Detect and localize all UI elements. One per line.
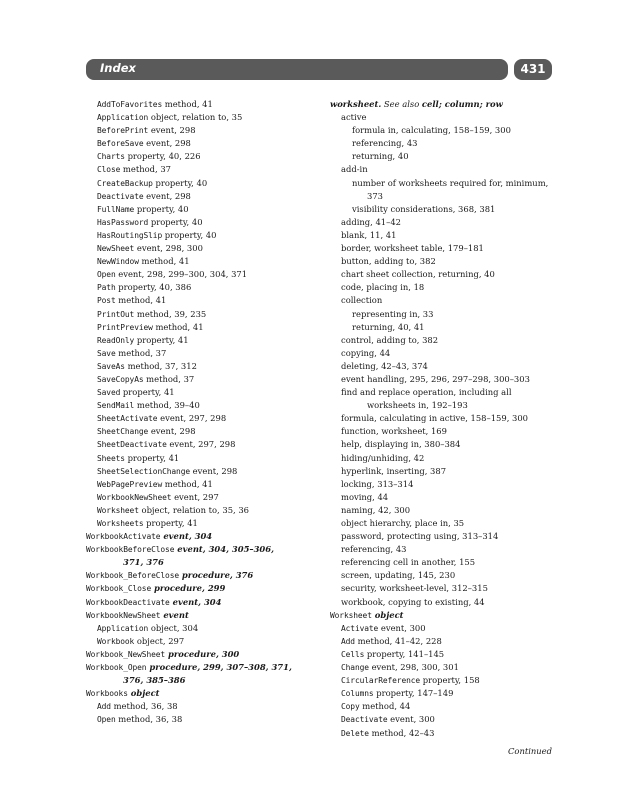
index-entry xyxy=(86,321,316,334)
index-entry xyxy=(86,452,316,465)
index-entry xyxy=(86,163,316,176)
index-entry xyxy=(86,674,316,687)
index-entry-text: property, 40 xyxy=(148,216,203,227)
index-entry xyxy=(86,347,316,360)
index-entry-code: HasPassword xyxy=(97,217,149,227)
index-entry xyxy=(330,137,555,150)
index-entry-code: Workbook_NewSheet xyxy=(86,649,166,659)
index-entry xyxy=(330,308,555,321)
index-entry-text: event, 298, 299–300, 304, 371 xyxy=(115,269,248,280)
index-entry-code: HasRoutingSlip xyxy=(97,230,163,240)
index-entry-text: function, worksheet, 169 xyxy=(341,426,447,437)
index-entry-text: naming, 42, 300 xyxy=(341,504,411,515)
index-entry-text: moving, 44 xyxy=(341,491,389,502)
index-entry xyxy=(86,596,316,609)
index-entry xyxy=(330,203,555,216)
index-entry-code: Sheets xyxy=(97,453,125,463)
index-entry-text: method, 39–40 xyxy=(134,400,200,411)
index-entry-code: Application xyxy=(97,113,149,123)
index-entry xyxy=(330,281,555,294)
index-entry-text: border, worksheet table, 179–181 xyxy=(341,243,484,254)
index-entry-code: Add xyxy=(97,702,111,712)
index-entry-text: object xyxy=(127,688,160,699)
index-entry-text: chart sheet collection, returning, 40 xyxy=(341,269,495,280)
index-entry xyxy=(86,229,316,242)
index-entry-text: method, 41–42, 228 xyxy=(354,635,442,646)
index-entry-text: collection xyxy=(341,295,383,306)
index-entry-text: 376, 385–386 xyxy=(123,675,186,686)
index-entry xyxy=(330,229,555,242)
index-entry xyxy=(86,478,316,491)
index-entry-code: Workbook_BeforeClose xyxy=(86,571,180,581)
index-entry xyxy=(330,596,555,609)
index-entry xyxy=(86,491,316,504)
index-entry-text: hiding/unhiding, 42 xyxy=(341,452,425,463)
index-entry xyxy=(86,98,316,111)
index-entry-text: screen, updating, 145, 230 xyxy=(341,570,456,581)
index-entry-code: Cells xyxy=(341,649,365,659)
index-entry xyxy=(86,438,316,451)
index-entry-text: method, 44 xyxy=(359,701,411,712)
index-entry-text: method, 36, 38 xyxy=(115,714,183,725)
index-see-also: See also xyxy=(381,99,422,109)
index-entry-text: object, relation to, 35, 36 xyxy=(138,504,250,515)
index-entry xyxy=(86,412,316,425)
index-entry-code: Path xyxy=(97,283,116,293)
index-entry-text: event, 298 xyxy=(143,190,191,201)
index-entry-code: WorkbookActivate xyxy=(86,532,161,542)
index-entry xyxy=(86,465,316,478)
index-entry-text: password, protecting using, 313–314 xyxy=(341,531,499,542)
index-entry-text: workbook, copying to existing, 44 xyxy=(341,596,485,607)
index-entry xyxy=(86,543,316,556)
index-entry xyxy=(86,216,316,229)
index-entry-code: Copy xyxy=(341,702,360,712)
index-entry-text: property, 147–149 xyxy=(373,688,454,699)
index-entry xyxy=(330,268,555,281)
index-entry xyxy=(330,373,555,386)
index-entry-text: method, 37 xyxy=(120,164,171,175)
index-entry-code: WorkbookBeforeClose xyxy=(86,545,175,555)
index-entry-text: event handling, 295, 296, 297–298, 300–303 xyxy=(341,373,530,384)
index-entry xyxy=(86,190,316,203)
index-entry xyxy=(330,713,555,726)
index-entry xyxy=(86,648,316,661)
index-entry-code: Deactivate xyxy=(97,191,144,201)
index-entry xyxy=(330,465,555,478)
index-entry xyxy=(330,569,555,582)
index-entry-text: property, 40 xyxy=(162,229,217,240)
index-entry xyxy=(330,124,555,137)
index-entry xyxy=(86,150,316,163)
index-entry-text: referencing, 43 xyxy=(341,544,407,555)
index-entry xyxy=(330,334,555,347)
index-entry xyxy=(86,609,316,622)
index-entry xyxy=(86,687,316,700)
index-entry-code: WorkbookNewSheet xyxy=(97,492,172,502)
index-entry-code: NewSheet xyxy=(97,244,135,254)
index-entry-text: method, 41 xyxy=(115,295,167,306)
index-entry-code: SaveAs xyxy=(97,361,125,371)
index-entry-text: procedure, 300 xyxy=(165,648,240,659)
index-entry xyxy=(86,700,316,713)
index-entry-code: NewWindow xyxy=(97,257,139,267)
index-entry xyxy=(86,635,316,648)
index-entry xyxy=(330,582,555,595)
index-entry-text: property, 41 xyxy=(134,334,189,345)
index-entry-code: Post xyxy=(97,296,116,306)
index-see-also-targets: cell; column; row xyxy=(421,99,503,109)
index-entry xyxy=(86,268,316,281)
index-entry-text: event, 298 xyxy=(148,125,196,136)
index-entry-text: property, 40 xyxy=(134,203,189,214)
index-entry-code: WorkbookDeactivate xyxy=(86,597,170,607)
index-entry xyxy=(330,504,555,517)
index-entry xyxy=(86,713,316,726)
index-entry xyxy=(330,386,555,399)
index-entry xyxy=(86,203,316,216)
index-entry-text: active xyxy=(341,112,367,123)
index-entry-text: referencing cell in another, 155 xyxy=(341,557,476,568)
index-entry-text: method, 37 xyxy=(115,347,167,358)
index-entry xyxy=(330,622,555,635)
index-entry-text: event, 304 xyxy=(160,531,213,542)
index-entry xyxy=(330,478,555,491)
index-entry-code: Worksheet xyxy=(97,505,139,515)
index-entry-text: property, 40 xyxy=(152,177,208,188)
index-entry-text: object, relation to, 35 xyxy=(148,112,243,123)
index-entry xyxy=(86,373,316,386)
index-entry-code: Workbook xyxy=(97,636,135,646)
index-entry xyxy=(86,360,316,373)
index-entry xyxy=(86,111,316,124)
index-entry-code: WebPagePreview xyxy=(97,479,163,489)
index-entry-text: method, 41 xyxy=(138,256,190,267)
index-entry-code: AddToFavorites xyxy=(97,100,163,109)
index-entry xyxy=(86,425,316,438)
index-entry-text: procedure, 299, 307–308, 371, xyxy=(146,662,292,673)
index-entry-code: Workbook_Open xyxy=(86,663,147,673)
index-entry xyxy=(330,347,555,360)
index-entry xyxy=(330,674,555,687)
index-entry-text: event, 298, 300, 301 xyxy=(368,662,459,673)
index-entry-text: event, 298 xyxy=(143,138,191,149)
index-entry xyxy=(330,242,555,255)
index-entry-code: SaveCopyAs xyxy=(97,374,144,384)
index-entry-text: formula, calculating in active, 158–159, 300 xyxy=(341,413,528,424)
index-entry xyxy=(86,386,316,399)
index-entry xyxy=(330,661,555,674)
index-entry-text: object, 297 xyxy=(134,635,185,646)
index-entry xyxy=(330,530,555,543)
index-entry-text: adding, 41–42 xyxy=(341,216,401,227)
page-number: 431 xyxy=(514,59,552,80)
index-entry xyxy=(86,177,316,190)
index-entry-text: method, 41 xyxy=(162,478,213,489)
index-entry-text: event, 297 xyxy=(171,491,219,502)
index-entry xyxy=(330,177,555,190)
index-entry-text: event, 304, 305–306, xyxy=(174,544,274,555)
index-entry-code: SheetChange xyxy=(97,427,149,437)
index-entry-text: procedure, 299 xyxy=(151,583,226,594)
index-entry xyxy=(330,98,555,111)
index-entry-code: Columns xyxy=(341,689,374,699)
index-entry-text: property, 40, 386 xyxy=(115,282,192,293)
index-entry-text: property, 158 xyxy=(420,675,480,686)
index-entry-text: find and replace operation, including all xyxy=(341,387,512,398)
index-entry xyxy=(86,622,316,635)
index-entry-text: method, 37 xyxy=(143,373,195,384)
index-entry-text: event xyxy=(160,609,189,620)
index-entry xyxy=(330,438,555,451)
index-entry-code: Open xyxy=(97,270,116,280)
index-entry-text: event, 304 xyxy=(169,596,222,607)
index-entry-text: 371, 376 xyxy=(123,557,164,568)
index-entry xyxy=(330,412,555,425)
index-right-column xyxy=(330,98,555,740)
index-entry-text: property, 41 xyxy=(124,452,180,463)
index-entry-text: event, 298 xyxy=(190,465,238,476)
index-entry xyxy=(86,334,316,347)
index-entry xyxy=(330,255,555,268)
index-entry-code: Worksheet xyxy=(330,610,372,620)
index-entry xyxy=(86,582,316,595)
index-entry-text: property, 41 xyxy=(120,387,175,398)
index-entry xyxy=(330,294,555,307)
index-entry xyxy=(330,491,555,504)
index-entry-text: button, adding to, 382 xyxy=(341,256,436,267)
page-title: Index xyxy=(100,61,136,75)
index-entry-code: Save xyxy=(97,348,116,358)
index-entry-text: locking, 313–314 xyxy=(341,478,414,489)
index-entry-text: worksheets in, 192–193 xyxy=(367,400,468,411)
index-entry-code: SheetActivate xyxy=(97,414,158,424)
index-entry-code: ReadOnly xyxy=(97,335,135,345)
index-entry-text: event, 297, 298 xyxy=(157,413,227,424)
index-entry-text: object xyxy=(371,609,404,620)
index-entry xyxy=(330,687,555,700)
index-entry-text: method, 39, 235 xyxy=(134,308,207,319)
index-entry-text: referencing, 43 xyxy=(352,138,418,149)
index-entry xyxy=(330,700,555,713)
index-entry-text: hyperlink, inserting, 387 xyxy=(341,465,447,476)
index-entry-text: security, worksheet-level, 312–315 xyxy=(341,583,488,594)
index-entry-text: method, 41 xyxy=(152,321,204,332)
index-entry-text: event, 298 xyxy=(148,426,196,437)
index-entry-code: Application xyxy=(97,623,149,633)
index-entry-text: method, 36, 38 xyxy=(110,701,178,712)
index-entry xyxy=(86,569,316,582)
index-entry-text: deleting, 42–43, 374 xyxy=(341,360,428,371)
index-entry-text: property, 41 xyxy=(143,518,198,528)
index-entry xyxy=(330,543,555,556)
index-entry xyxy=(330,452,555,465)
index-entry-text: control, adding to, 382 xyxy=(341,334,439,345)
index-entry-code: SendMail xyxy=(97,401,135,411)
index-entry-text: number of worksheets required for, minimum, xyxy=(352,177,549,188)
index-entry xyxy=(86,556,316,569)
index-entry-text: property, 40, 226 xyxy=(124,151,201,162)
index-entry-text: method, 37, 312 xyxy=(124,360,197,371)
index-entry-text: procedure, 376 xyxy=(179,570,254,581)
index-entry xyxy=(86,124,316,137)
index-entry-text: returning, 40 xyxy=(352,151,409,162)
index-entry-code: FullName xyxy=(97,204,135,214)
index-entry xyxy=(86,308,316,321)
index-entry-text: visibility considerations, 368, 381 xyxy=(352,203,496,214)
index-entry xyxy=(86,517,316,530)
index-entry-text: returning, 40, 41 xyxy=(352,321,425,332)
index-entry-code: PrintPreview xyxy=(97,322,153,332)
index-entry-text: 373 xyxy=(367,190,383,201)
index-entry xyxy=(86,137,316,150)
index-entry-code: Saved xyxy=(97,388,121,398)
continued-label: Continued xyxy=(508,746,552,756)
index-entry-text: method, 42–43 xyxy=(368,727,435,738)
index-entry-code: Open xyxy=(97,715,116,725)
index-entry xyxy=(330,727,555,740)
index-entry-text: object, 304 xyxy=(148,622,199,633)
index-entry-text: event, 298, 300 xyxy=(134,243,203,254)
index-entry-code: CircularReference xyxy=(341,676,421,686)
index-entry-code: SheetDeactivate xyxy=(97,440,167,450)
index-entry xyxy=(330,635,555,648)
index-entry xyxy=(330,190,555,203)
index-entry-code: Workbooks xyxy=(86,689,128,699)
index-entry xyxy=(86,281,316,294)
index-entry-code: Activate xyxy=(341,623,379,633)
index-entry-text: add-in xyxy=(341,164,368,175)
index-entry-code: PrintOut xyxy=(97,309,135,319)
index-entry-code: WorkbookNewSheet xyxy=(86,610,161,620)
index-entry xyxy=(86,255,316,268)
index-entry-code: BeforePrint xyxy=(97,126,149,136)
index-header-bar xyxy=(86,59,508,80)
index-entry xyxy=(86,530,316,543)
index-entry xyxy=(330,517,555,530)
index-entry xyxy=(86,399,316,412)
index-entry xyxy=(86,504,316,517)
index-entry-code: BeforeSave xyxy=(97,139,144,149)
index-entry-code: SheetSelectionChange xyxy=(97,466,191,476)
index-entry-code: Close xyxy=(97,165,121,175)
index-entry-code: Worksheets xyxy=(97,519,144,528)
index-entry xyxy=(330,360,555,373)
index-entry-code: Charts xyxy=(97,152,125,162)
index-entry-text: formula in, calculating, 158–159, 300 xyxy=(352,125,511,136)
index-left-column xyxy=(86,98,316,727)
index-entry xyxy=(86,294,316,307)
index-entry-code: Deactivate xyxy=(341,715,388,725)
index-entry xyxy=(330,150,555,163)
index-entry-code: Workbook_Close xyxy=(86,584,152,594)
index-entry xyxy=(330,163,555,176)
index-entry xyxy=(330,111,555,124)
index-entry-text: event, 300 xyxy=(387,714,435,725)
index-entry xyxy=(330,425,555,438)
index-entry-code: CreateBackup xyxy=(97,178,153,188)
index-entry-text: code, placing in, 18 xyxy=(341,282,425,293)
index-entry xyxy=(330,648,555,661)
index-entry xyxy=(330,609,555,622)
index-entry xyxy=(86,242,316,255)
index-entry-code: Add xyxy=(341,636,355,646)
index-entry-text: worksheet. xyxy=(330,99,382,109)
index-entry-code: Change xyxy=(341,663,369,673)
index-entry xyxy=(330,321,555,334)
index-entry xyxy=(330,556,555,569)
index-entry-text: event, 300 xyxy=(378,622,426,633)
index-entry xyxy=(86,661,316,674)
index-entry-text: blank, 11, 41 xyxy=(341,229,397,240)
index-entry-text: representing in, 33 xyxy=(352,308,434,319)
index-entry-text: object hierarchy, place in, 35 xyxy=(341,518,465,528)
index-entry-code: Delete xyxy=(341,728,369,738)
index-entry-text: event, 297, 298 xyxy=(166,439,236,450)
index-entry-text: property, 141–145 xyxy=(364,648,445,659)
index-entry-text: help, displaying in, 380–384 xyxy=(341,439,461,450)
index-entry-text: copying, 44 xyxy=(341,347,391,358)
index-entry-text: method, 41 xyxy=(162,99,213,109)
index-entry xyxy=(330,399,555,412)
index-entry xyxy=(330,216,555,229)
